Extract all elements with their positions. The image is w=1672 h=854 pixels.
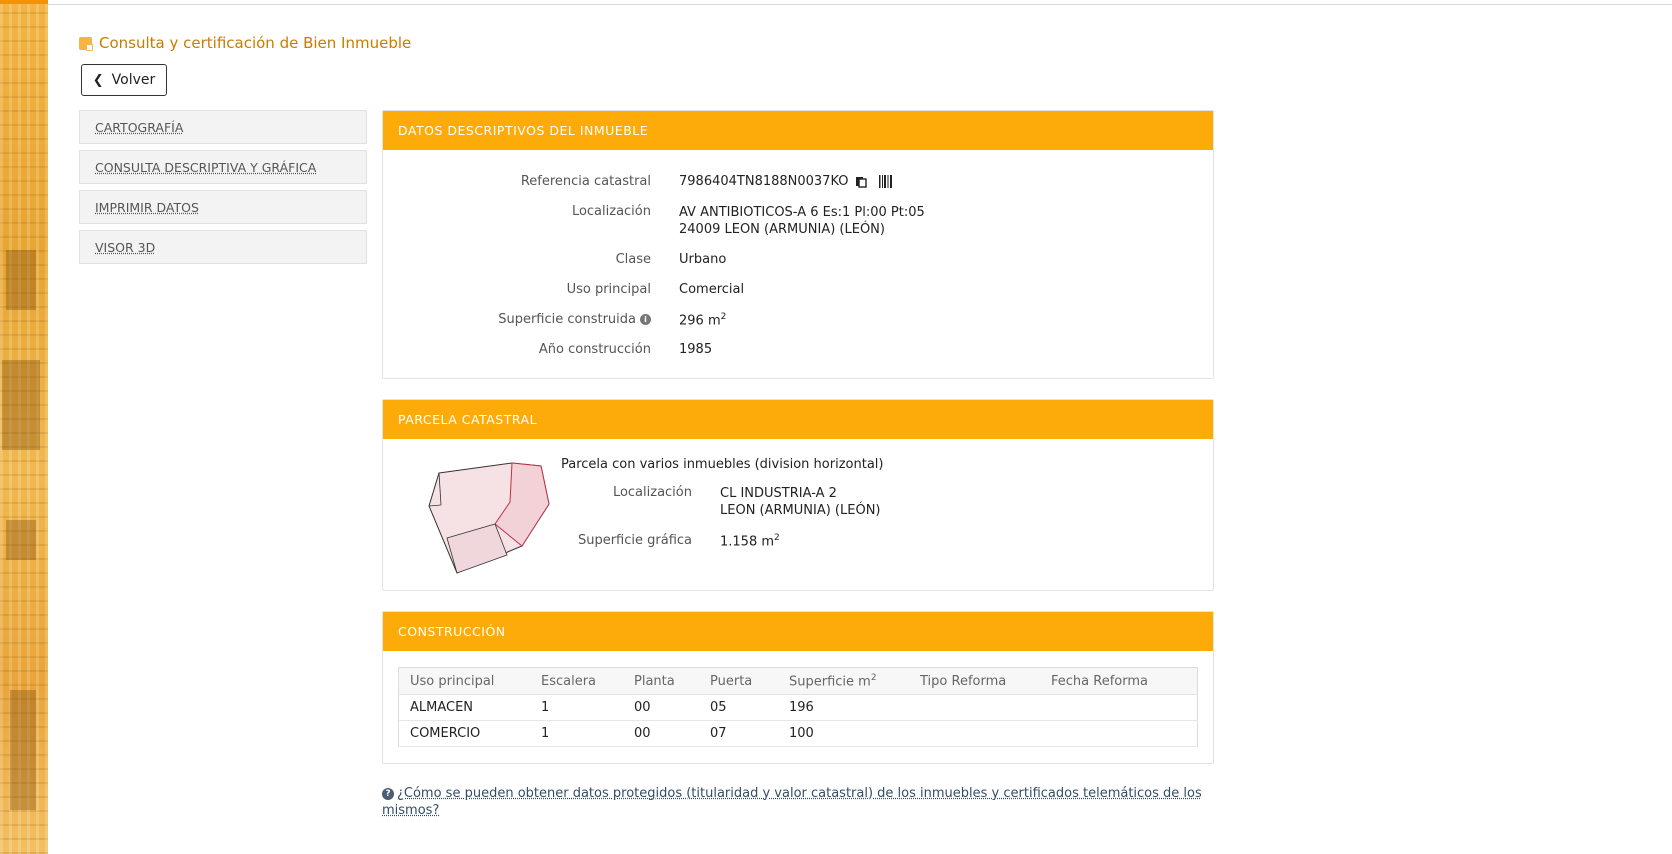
top-accent-bar: [0, 0, 48, 4]
cell-tipo-reforma: [909, 721, 1040, 747]
clase-label: Clase: [615, 252, 651, 267]
parcela-catastral-panel: [382, 399, 1214, 591]
page-title: [79, 34, 411, 52]
col-fecha-reforma: Fecha Reforma: [1040, 668, 1198, 695]
col-planta: Planta: [623, 668, 699, 695]
col-escalera: Escalera: [530, 668, 623, 695]
decorative-left-strip: [0, 0, 48, 854]
construccion-header: CONSTRUCCIÓN: [383, 612, 1213, 651]
back-button[interactable]: [81, 64, 167, 96]
superficie-unit-sup: 2: [720, 312, 727, 322]
col-superficie-text: Superficie m: [789, 674, 871, 690]
localizacion-line1: AV ANTIBIOTICOS-A 6 Es:1 Pl:00 Pt:05: [679, 205, 925, 220]
cell-puerta: 05: [699, 695, 778, 721]
sidebar-item-cartografia[interactable]: CARTOGRAFÍA: [79, 110, 367, 144]
top-divider: [48, 4, 1672, 5]
parcela-localizacion-value: [720, 485, 881, 519]
document-icon: [79, 37, 92, 50]
localizacion-line2: 24009 LEON (ARMUNIA) (LEÓN): [679, 222, 885, 237]
superficie-construida-label: [498, 312, 651, 327]
cell-uso: ALMACEN: [399, 695, 531, 721]
referencia-value: [679, 174, 893, 189]
cell-puerta: 07: [699, 721, 778, 747]
sidebar-item-visor-3d[interactable]: VISOR 3D: [79, 230, 367, 264]
datos-descriptivos-header: DATOS DESCRIPTIVOS DEL INMUEBLE: [383, 111, 1213, 150]
cell-uso: COMERCIO: [399, 721, 531, 747]
cell-fecha-reforma: [1040, 695, 1198, 721]
sidebar-item-consulta-descriptiva[interactable]: CONSULTA DESCRIPTIVA Y GRÁFICA: [79, 150, 367, 184]
superficie-grafica-value: [720, 533, 780, 549]
cell-superficie: 100: [778, 721, 909, 747]
col-tipo-reforma: Tipo Reforma: [909, 668, 1040, 695]
construccion-panel: [382, 611, 1214, 764]
parcela-localizacion-label: Localización: [612, 485, 692, 500]
info-icon[interactable]: i: [640, 314, 651, 325]
superficie-construida-number: 296 m: [679, 313, 721, 329]
col-uso-principal: Uso principal: [399, 668, 531, 695]
sidebar-item-imprimir-datos[interactable]: IMPRIMIR DATOS: [79, 190, 367, 224]
parcela-catastral-header: PARCELA CATASTRAL: [383, 400, 1213, 439]
barcode-icon[interactable]: [879, 175, 893, 188]
back-button-label: Volver: [111, 72, 156, 88]
superficie-grafica-number: 1.158 m: [720, 534, 775, 550]
superficie-grafica-unit-sup: 2: [774, 533, 780, 543]
referencia-text: 7986404TN8188N0037KO: [679, 174, 849, 189]
col-superficie: [778, 668, 909, 695]
superficie-construida-text: Superficie construida: [498, 312, 636, 327]
parcela-description: Parcela con varios inmuebles (division horizontal): [561, 457, 884, 472]
parcel-map-thumbnail[interactable]: [427, 458, 557, 578]
copy-icon[interactable]: [855, 175, 867, 188]
cell-planta: 00: [623, 695, 699, 721]
cell-fecha-reforma: [1040, 721, 1198, 747]
anio-construccion-label: Año construcción: [538, 342, 651, 357]
chevron-left-icon: ❮: [92, 72, 104, 88]
cell-escalera: 1: [530, 721, 623, 747]
sidebar: [79, 110, 367, 270]
uso-principal-label: Uso principal: [566, 282, 651, 297]
superficie-construida-value: [679, 312, 726, 328]
cell-planta: 00: [623, 721, 699, 747]
col-puerta: Puerta: [699, 668, 778, 695]
localizacion-value: [679, 204, 925, 238]
page-title-text: Consulta y certificación de Bien Inmueble: [99, 34, 412, 52]
col-superficie-sup: 2: [870, 672, 877, 683]
localizacion-label: Localización: [571, 204, 651, 219]
construccion-table: [398, 667, 1198, 747]
table-row: [399, 721, 1198, 747]
parcela-localizacion-line1: CL INDUSTRIA-A 2: [720, 486, 837, 501]
protected-data-help-link[interactable]: ¿Cómo se pueden obtener datos protegidos (titularidad y valor catastral) de los inmuebles y certificados telemáticos de los mismos?: [382, 786, 1202, 818]
anio-construccion-value: 1985: [679, 342, 713, 357]
parcela-localizacion-line2: LEON (ARMUNIA) (LEÓN): [720, 503, 881, 518]
table-header-row: [399, 668, 1198, 695]
question-icon: ?: [382, 788, 394, 800]
cell-tipo-reforma: [909, 695, 1040, 721]
cell-superficie: 196: [778, 695, 909, 721]
superficie-grafica-label: Superficie gráfica: [577, 533, 692, 548]
help-link-block: [382, 785, 1202, 819]
referencia-label: Referencia catastral: [520, 174, 651, 189]
cell-escalera: 1: [530, 695, 623, 721]
table-row: [399, 695, 1198, 721]
uso-principal-value: Comercial: [679, 282, 745, 297]
clase-value: Urbano: [679, 252, 727, 267]
datos-descriptivos-panel: [382, 110, 1214, 379]
